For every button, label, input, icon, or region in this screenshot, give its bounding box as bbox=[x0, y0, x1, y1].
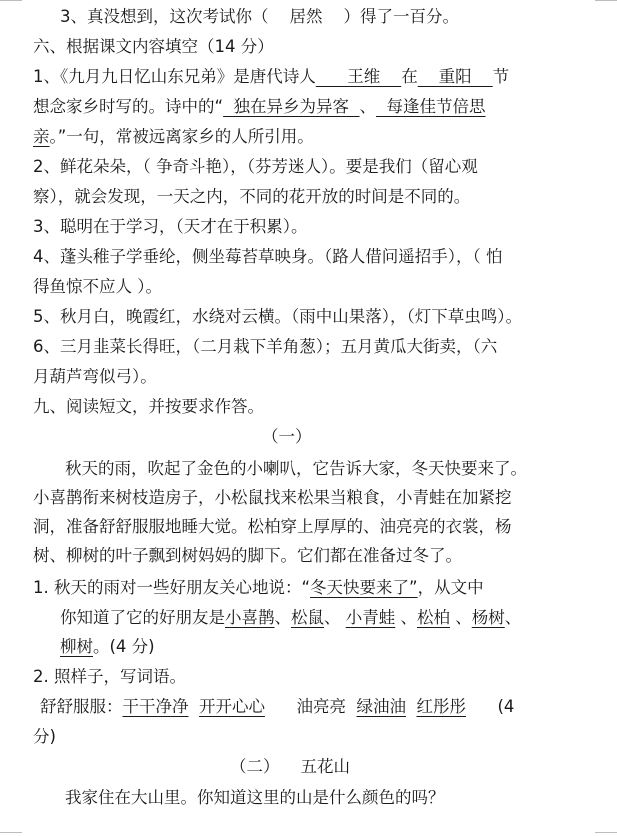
text-segment: 树、柳树的叶子飘到树妈妈的脚下。它们都在准备过冬了。 bbox=[33, 546, 462, 565]
text-line bbox=[60, 607, 521, 629]
text-segment: 。(4 分) bbox=[93, 637, 155, 656]
text-segment bbox=[189, 697, 200, 716]
text-segment: 六、根据课文内容填空（14 分） bbox=[33, 37, 274, 56]
text-line bbox=[33, 216, 308, 238]
text-segment: 1、《九月九日忆山东兄弟》是唐代诗人 bbox=[33, 67, 316, 86]
text-segment: 分) bbox=[33, 727, 56, 746]
text-segment bbox=[406, 697, 417, 716]
text-line bbox=[230, 756, 350, 778]
answer-blank: 松柏 bbox=[417, 608, 450, 627]
text-segment: 在 bbox=[401, 67, 418, 86]
page-corner-mark-top-right bbox=[595, 0, 617, 1]
text-segment: 、 bbox=[395, 608, 417, 627]
text-segment: 、 bbox=[324, 608, 346, 627]
text-segment: 4、蓬头稚子学垂纶，侧坐莓苔草映身。（路人借问遥招手），（ 怕 bbox=[33, 247, 503, 266]
answer-blank: 红彤彤 bbox=[416, 697, 466, 716]
answer-blank: 每逢佳节倍思 bbox=[376, 97, 486, 116]
text-segment: 、 bbox=[450, 608, 472, 627]
text-segment: 月葫芦弯似弓）。 bbox=[33, 367, 157, 386]
text-line bbox=[262, 426, 312, 448]
answer-blank: 小青蛙 bbox=[345, 608, 396, 627]
text-line bbox=[33, 666, 186, 688]
text-segment: ，从文中 bbox=[417, 578, 484, 597]
page-corner-mark-top-left bbox=[0, 0, 22, 1]
page-corner-mark-bottom-right bbox=[595, 832, 617, 833]
text-segment: 居然 bbox=[289, 7, 323, 26]
text-segment: 、 bbox=[359, 97, 377, 116]
text-segment: 3、真没想到，这次考试你（ bbox=[60, 7, 290, 26]
answer-blank: 干干净净 bbox=[122, 697, 189, 716]
answer-blank: 杨树 bbox=[471, 608, 505, 627]
text-line bbox=[33, 306, 522, 328]
text-segment: 节 bbox=[492, 67, 510, 86]
text-segment: 3、聪明在于学习，（天才在于积累）。 bbox=[33, 217, 308, 236]
text-line bbox=[60, 636, 155, 658]
text-segment: 6、三月韭菜长得旺，（二月栽下羊角葱）；五月黄瓜大街卖，（六 bbox=[33, 337, 498, 356]
text-segment: 、 bbox=[504, 608, 522, 627]
text-segment: 我家住在大山里。你知道这里的山是什么颜色的吗？ bbox=[65, 788, 445, 807]
text-line bbox=[33, 726, 56, 748]
answer-blank: 柳树 bbox=[60, 637, 93, 656]
text-line bbox=[33, 96, 486, 118]
text-segment: 想念家乡时写的。诗中的“ bbox=[33, 97, 224, 116]
text-line bbox=[33, 545, 462, 567]
answer-blank: 王维 bbox=[315, 67, 402, 86]
text-line bbox=[33, 66, 509, 88]
text-segment: 洞，准备舒舒服服地睡大觉。松柏穿上厚厚的、油亮亮的衣裳，杨 bbox=[33, 517, 512, 536]
text-segment: 舒舒服服： bbox=[40, 697, 123, 716]
text-segment: 5、秋月白，晚霞红，水绕对云横。（雨中山果落），（灯下草虫鸣）。 bbox=[33, 307, 522, 326]
text-segment: 你知道了它的好朋友是 bbox=[60, 608, 225, 627]
text-segment: 九、阅读短文，并按要求作答。 bbox=[33, 397, 264, 416]
text-line bbox=[33, 396, 264, 418]
text-line bbox=[33, 36, 274, 58]
text-line bbox=[33, 126, 314, 148]
answer-blank: 小喜鹊 bbox=[225, 608, 275, 627]
answer-blank: 开开心心 bbox=[199, 697, 265, 716]
text-line bbox=[33, 516, 512, 538]
text-line bbox=[33, 336, 497, 358]
page-corner-mark-bottom-left bbox=[0, 832, 22, 833]
answer-blank: 独在异乡为异客 bbox=[223, 97, 360, 116]
text-line bbox=[33, 366, 157, 388]
text-line bbox=[40, 696, 514, 718]
text-line bbox=[33, 246, 503, 268]
text-segment: 、 bbox=[274, 608, 291, 627]
text-segment: （一） bbox=[262, 427, 312, 446]
text-segment: 。”一句，常被远离家乡的人所引用。 bbox=[49, 127, 314, 146]
text-segment: 得鱼惊不应人 ）。 bbox=[33, 277, 162, 296]
text-line bbox=[33, 156, 478, 178]
text-line bbox=[65, 787, 445, 809]
text-segment: 2. 照样子，写词语。 bbox=[33, 667, 186, 686]
text-segment: 2、鲜花朵朵，（ 争奇斗艳），（芬芳迷人）。要是我们（留心观 bbox=[33, 157, 478, 176]
text-segment: 1. 秋天的雨对一些好朋友关心地说：“ bbox=[33, 578, 311, 597]
text-segment: 秋天的雨，吹起了金色的小喇叭，它告诉大家，冬天快要来了。 bbox=[65, 459, 527, 478]
text-line bbox=[33, 487, 512, 509]
text-line bbox=[33, 186, 470, 208]
text-line bbox=[33, 577, 484, 599]
text-segment: ）得了一百分。 bbox=[322, 7, 459, 26]
text-segment: (4 bbox=[465, 697, 515, 716]
text-line bbox=[60, 6, 459, 28]
answer-blank: 亲 bbox=[33, 127, 50, 146]
answer-blank: 重阳 bbox=[417, 67, 493, 86]
text-line bbox=[65, 458, 527, 480]
text-segment: 油亮亮 bbox=[265, 697, 357, 716]
text-segment: 察），就会发现，一天之内，不同的花开放的时间是不同的。 bbox=[33, 187, 471, 206]
text-segment: 小喜鹊衔来树枝造房子，小松鼠找来松果当粮食，小青蛙在加紧挖 bbox=[33, 488, 512, 507]
answer-blank: 松鼠 bbox=[291, 608, 324, 627]
text-line bbox=[33, 276, 162, 298]
answer-blank: 冬天快要来了” bbox=[310, 578, 418, 597]
text-segment: （二） 五花山 bbox=[230, 757, 350, 776]
answer-blank: 绿油油 bbox=[356, 697, 406, 716]
